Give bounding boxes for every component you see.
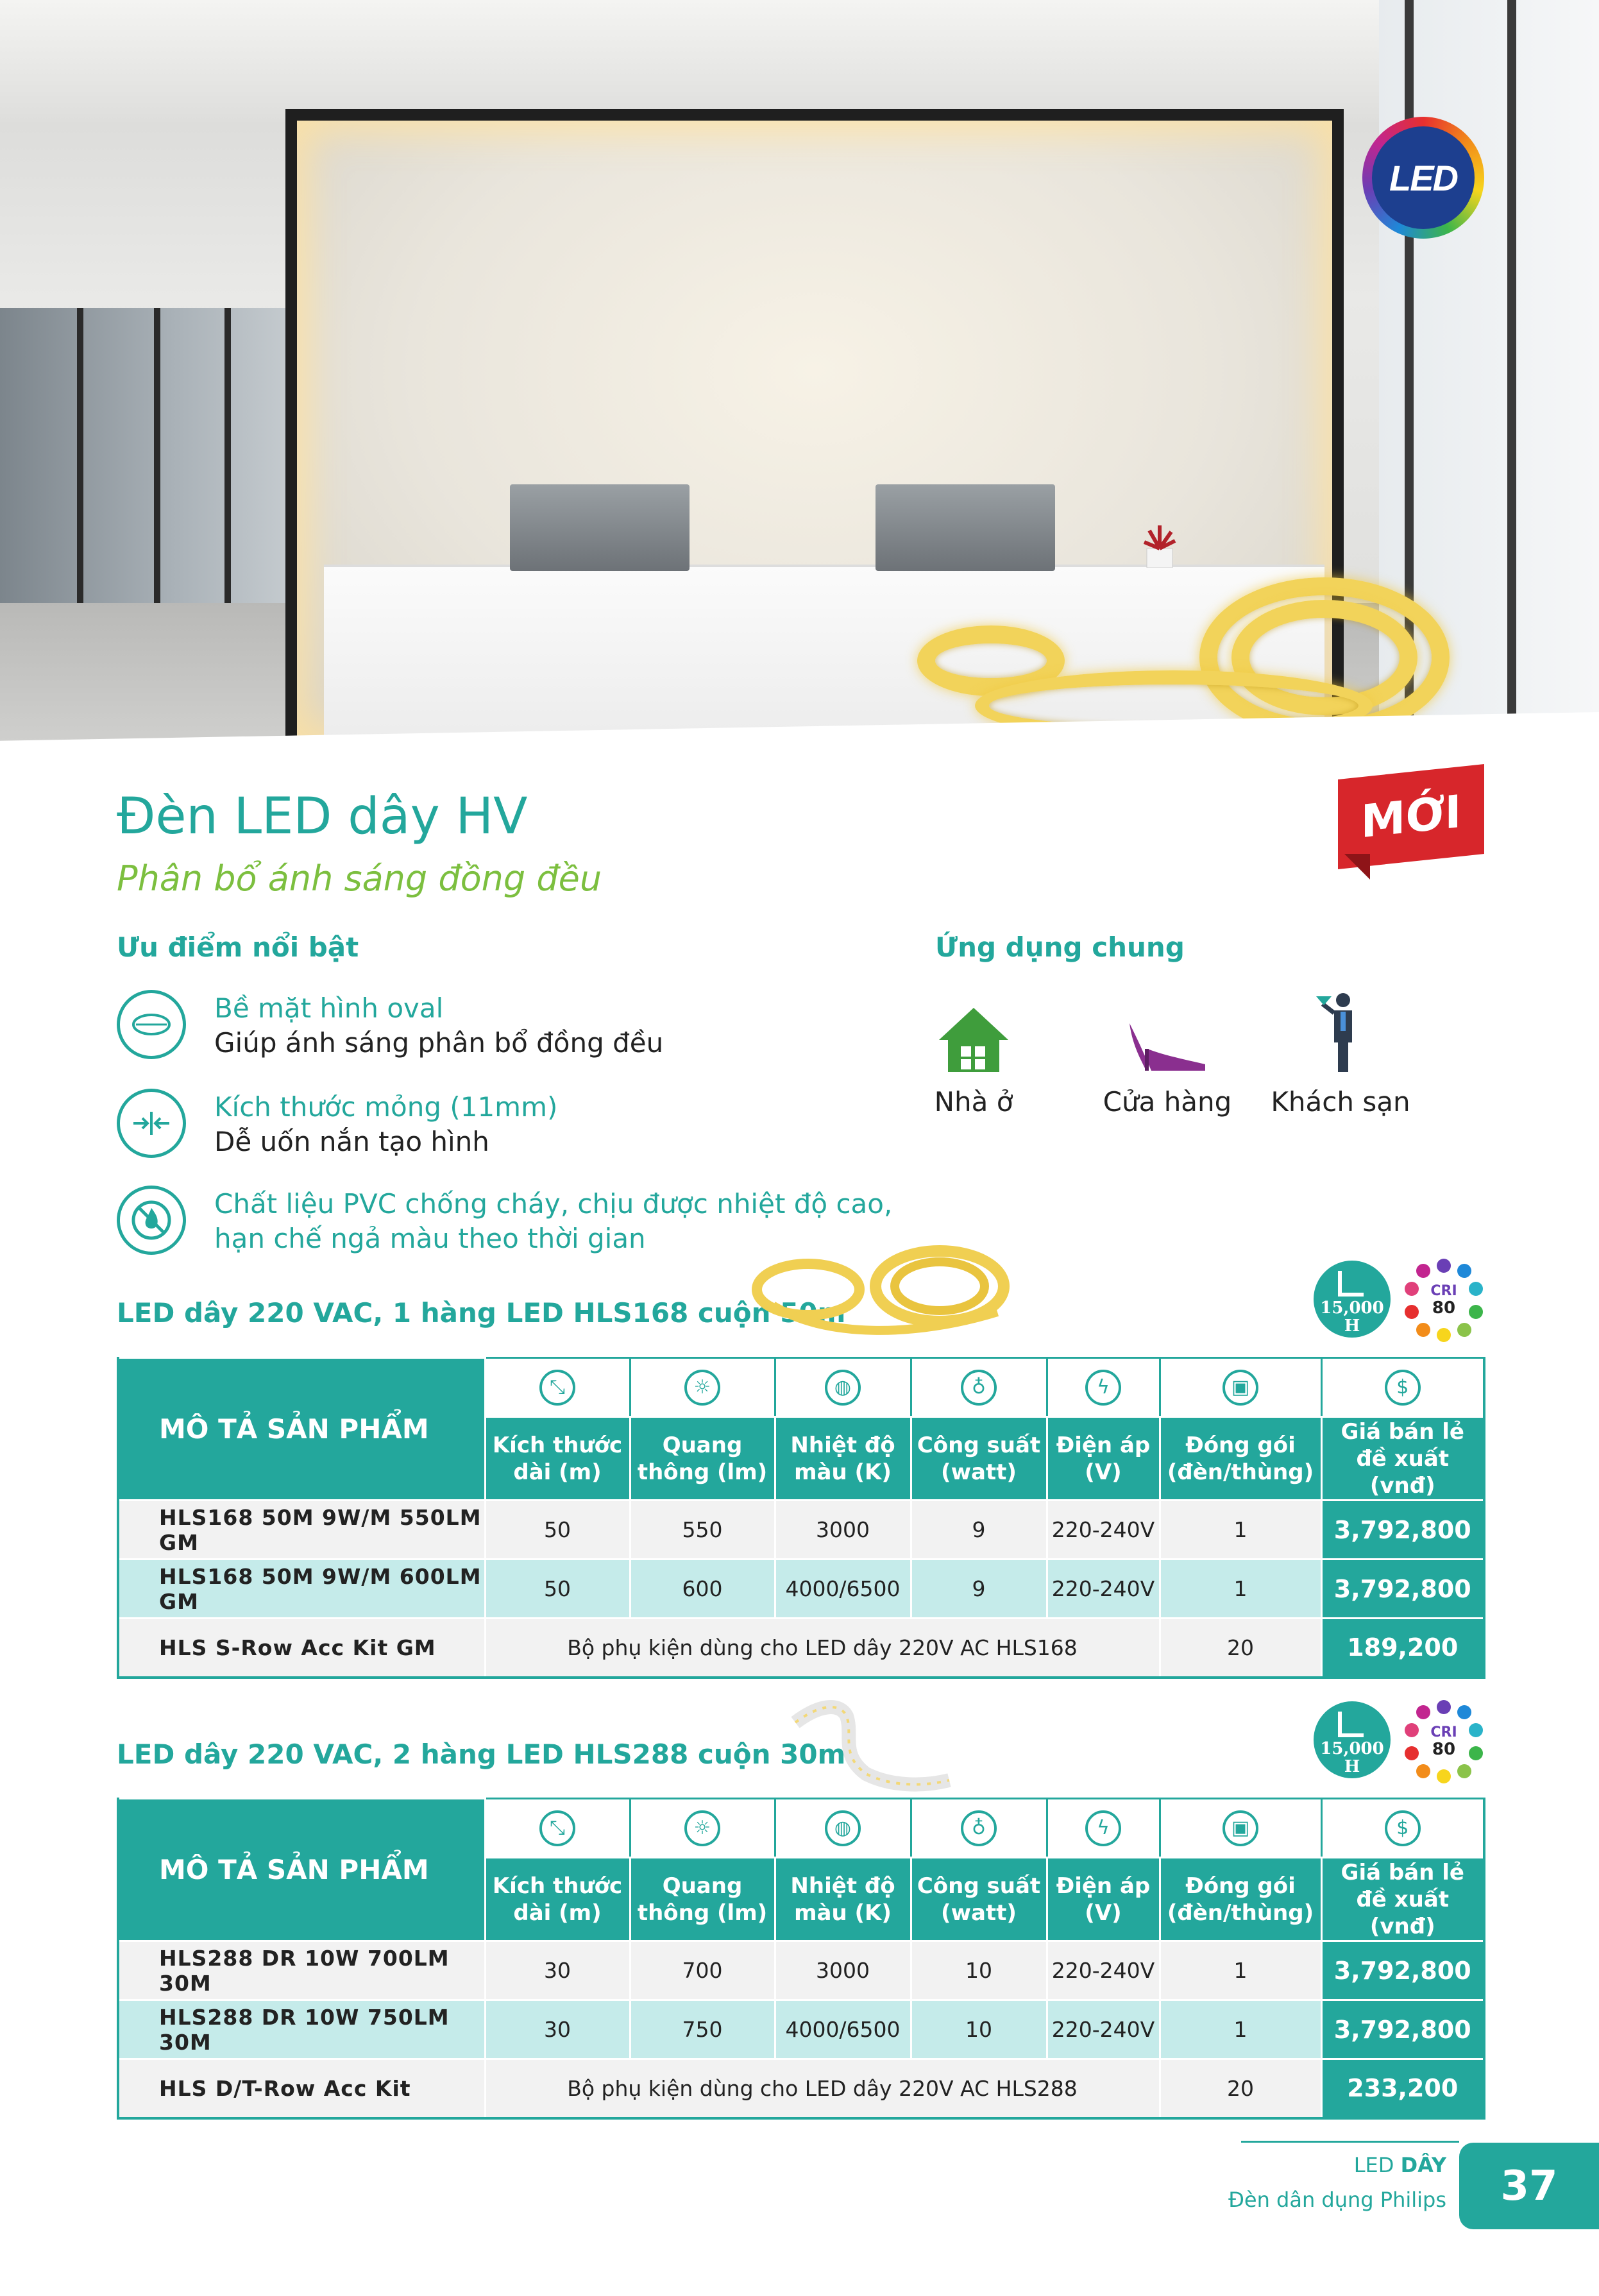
watt-value: 9 bbox=[911, 1560, 1047, 1619]
price-icon: $ bbox=[1321, 1358, 1484, 1417]
cct-value: 3000 bbox=[775, 1941, 911, 2000]
product-code: HLS168 50M 9W/M 550LM GM bbox=[118, 1501, 485, 1560]
column-header: Quang thông (lm) bbox=[630, 1858, 775, 1941]
spec-table bbox=[117, 1798, 1485, 2120]
page-number: 37 bbox=[1459, 2143, 1599, 2229]
spec-table bbox=[117, 1357, 1485, 1679]
voltage-icon: ϟ bbox=[1047, 1358, 1160, 1417]
price-value: 3,792,800 bbox=[1321, 2000, 1484, 2059]
pack-value: 1 bbox=[1160, 1501, 1321, 1560]
product-title: Đèn LED dây HV bbox=[117, 788, 528, 846]
led-strip-coil-thumbnail bbox=[747, 1241, 1017, 1344]
cri-label: CRI bbox=[1430, 1283, 1457, 1299]
application-label: Nhà ở bbox=[934, 1086, 1013, 1118]
column-header: Đóng gói (đèn/thùng) bbox=[1160, 1858, 1321, 1941]
voltage-value: 220-240V bbox=[1047, 2000, 1160, 2059]
pack-value: 1 bbox=[1160, 1560, 1321, 1619]
length-value: 30 bbox=[485, 1941, 630, 2000]
fire-resistant-icon bbox=[117, 1186, 186, 1255]
desc-column-header: MÔ TẢ SẢN PHẨM bbox=[118, 1799, 485, 1941]
column-header: Công suất (watt) bbox=[911, 1417, 1047, 1501]
pack-value: 1 bbox=[1160, 2000, 1321, 2059]
advantage-desc: Giúp ánh sáng phân bổ đồng đều bbox=[214, 1027, 664, 1059]
voltage-value: 220-240V bbox=[1047, 1501, 1160, 1560]
lifetime-hours-badge bbox=[1314, 1261, 1391, 1338]
column-header: Công suất (watt) bbox=[911, 1858, 1047, 1941]
watt-value: 10 bbox=[911, 1941, 1047, 2000]
table-row bbox=[118, 1941, 1484, 2000]
column-header: Kích thước dài (m) bbox=[485, 1417, 630, 1501]
length-value: 50 bbox=[485, 1560, 630, 1619]
lumen-value: 700 bbox=[630, 1941, 775, 2000]
plant-icon bbox=[1137, 523, 1183, 568]
column-header: Giá bán lẻ đề xuất (vnđ) bbox=[1321, 1417, 1484, 1501]
led-logo-badge bbox=[1362, 117, 1484, 239]
hours-value: 15,000 bbox=[1320, 1298, 1384, 1318]
application-label: Cửa hàng bbox=[1103, 1086, 1232, 1118]
application-label: Khách sạn bbox=[1271, 1086, 1410, 1118]
length-icon: ⤡ bbox=[485, 1358, 630, 1417]
oval-surface-icon bbox=[117, 990, 186, 1059]
advantages-heading: Ưu điểm nổi bật bbox=[117, 931, 359, 963]
length-value: 30 bbox=[485, 2000, 630, 2059]
accessory-desc: Bộ phụ kiện dùng cho LED dây 220V AC HLS168 bbox=[485, 1619, 1160, 1678]
lumen-value: 750 bbox=[630, 2000, 775, 2059]
package-icon: ▣ bbox=[1160, 1799, 1321, 1858]
hours-unit: H bbox=[1344, 1316, 1360, 1336]
price-value: 233,200 bbox=[1321, 2059, 1484, 2118]
high-heel-shoe-icon bbox=[1078, 991, 1257, 1075]
new-badge-label: MỚI bbox=[1338, 764, 1484, 869]
monitor bbox=[876, 484, 1055, 571]
bulb-power-icon: ♁ bbox=[911, 1358, 1047, 1417]
column-header: Điện áp (V) bbox=[1047, 1858, 1160, 1941]
desc-column-header: MÔ TẢ SẢN PHẨM bbox=[118, 1358, 485, 1501]
column-header: Nhiệt độ màu (K) bbox=[775, 1417, 911, 1501]
led-strip-double-row-thumbnail bbox=[783, 1697, 962, 1793]
table-title: LED dây 220 VAC, 1 hàng LED HLS168 cuộn 50m bbox=[117, 1297, 846, 1329]
table-row bbox=[118, 1501, 1484, 1560]
table-row bbox=[118, 2000, 1484, 2059]
hours-unit: H bbox=[1344, 1757, 1360, 1776]
accessory-desc: Bộ phụ kiện dùng cho LED dây 220V AC HLS288 bbox=[485, 2059, 1160, 2118]
package-icon: ▣ bbox=[1160, 1358, 1321, 1417]
table-row bbox=[118, 1619, 1484, 1678]
cct-value: 3000 bbox=[775, 1501, 911, 1560]
cri-label: CRI bbox=[1430, 1724, 1457, 1740]
footer-divider bbox=[1241, 2141, 1459, 2143]
price-value: 189,200 bbox=[1321, 1619, 1484, 1678]
table-title: LED dây 220 VAC, 2 hàng LED HLS288 cuộn 30m bbox=[117, 1739, 846, 1770]
lifetime-hours-badge bbox=[1314, 1701, 1391, 1778]
color-temperature-icon: ◍ bbox=[775, 1358, 911, 1417]
voltage-icon: ϟ bbox=[1047, 1799, 1160, 1858]
length-value: 50 bbox=[485, 1501, 630, 1560]
advantage-title: Kích thước mỏng (11mm) bbox=[214, 1091, 558, 1123]
column-header: Đóng gói (đèn/thùng) bbox=[1160, 1417, 1321, 1501]
length-icon: ⤡ bbox=[485, 1799, 630, 1858]
ribbon-fold bbox=[1344, 854, 1370, 880]
application-item bbox=[1251, 991, 1430, 1118]
voltage-value: 220-240V bbox=[1047, 1941, 1160, 2000]
watt-value: 10 bbox=[911, 2000, 1047, 2059]
lumen-value: 600 bbox=[630, 1560, 775, 1619]
advantage-desc: hạn chế ngả màu theo thời gian bbox=[214, 1223, 646, 1254]
lumen-value: 550 bbox=[630, 1501, 775, 1560]
bulb-power-icon: ♁ bbox=[911, 1799, 1047, 1858]
footer-category: LED DÂY bbox=[1353, 2153, 1446, 2177]
applications-heading: Ứng dụng chung bbox=[935, 931, 1185, 963]
color-temperature-icon: ◍ bbox=[775, 1799, 911, 1858]
cri-value: 80 bbox=[1432, 1298, 1456, 1318]
waiter-icon bbox=[1251, 991, 1430, 1075]
new-badge bbox=[1338, 772, 1484, 881]
product-code: HLS288 DR 10W 700LM 30M bbox=[118, 1941, 485, 2000]
advantage-desc: Dễ uốn nắn tạo hình bbox=[214, 1126, 489, 1157]
cct-value: 4000/6500 bbox=[775, 2000, 911, 2059]
hours-value: 15,000 bbox=[1320, 1739, 1384, 1758]
column-header: Giá bán lẻ đề xuất (vnđ) bbox=[1321, 1858, 1484, 1941]
advantage-title: Bề mặt hình oval bbox=[214, 992, 444, 1024]
pack-value: 20 bbox=[1160, 1619, 1321, 1678]
house-icon bbox=[884, 991, 1063, 1075]
lumen-icon: ☼ bbox=[630, 1799, 775, 1858]
price-value: 3,792,800 bbox=[1321, 1501, 1484, 1560]
column-header: Kích thước dài (m) bbox=[485, 1858, 630, 1941]
price-icon: $ bbox=[1321, 1799, 1484, 1858]
clock-icon bbox=[1338, 1271, 1364, 1297]
product-code: HLS168 50M 9W/M 600LM GM bbox=[118, 1560, 485, 1619]
application-item bbox=[884, 991, 1063, 1118]
footer-subtitle: Đèn dân dụng Philips bbox=[1228, 2188, 1446, 2212]
clock-icon bbox=[1338, 1712, 1364, 1737]
cri-badge bbox=[1402, 1700, 1485, 1783]
led-logo-text: LED bbox=[1372, 126, 1475, 229]
table-row bbox=[118, 1560, 1484, 1619]
column-header: Quang thông (lm) bbox=[630, 1417, 775, 1501]
advantage-title: Chất liệu PVC chống cháy, chịu được nhiệt độ cao, bbox=[214, 1188, 893, 1220]
product-code: HLS S-Row Acc Kit GM bbox=[118, 1619, 485, 1678]
application-item bbox=[1078, 991, 1257, 1118]
product-code: HLS D/T-Row Acc Kit bbox=[118, 2059, 485, 2118]
table-row bbox=[118, 2059, 1484, 2118]
voltage-value: 220-240V bbox=[1047, 1560, 1160, 1619]
lumen-icon: ☼ bbox=[630, 1358, 775, 1417]
ceiling bbox=[0, 0, 1599, 122]
product-code: HLS288 DR 10W 750LM 30M bbox=[118, 2000, 485, 2059]
pack-value: 1 bbox=[1160, 1941, 1321, 2000]
cri-badge bbox=[1402, 1259, 1485, 1342]
thin-compress-icon bbox=[117, 1089, 186, 1158]
pack-value: 20 bbox=[1160, 2059, 1321, 2118]
product-subtitle: Phân bổ ánh sáng đồng đều bbox=[117, 858, 602, 899]
hero-photo bbox=[0, 0, 1599, 741]
price-value: 3,792,800 bbox=[1321, 1560, 1484, 1619]
column-header: Nhiệt độ màu (K) bbox=[775, 1858, 911, 1941]
column-header: Điện áp (V) bbox=[1047, 1417, 1160, 1501]
monitor bbox=[510, 484, 690, 571]
cct-value: 4000/6500 bbox=[775, 1560, 911, 1619]
price-value: 3,792,800 bbox=[1321, 1941, 1484, 2000]
watt-value: 9 bbox=[911, 1501, 1047, 1560]
cri-value: 80 bbox=[1432, 1740, 1456, 1759]
